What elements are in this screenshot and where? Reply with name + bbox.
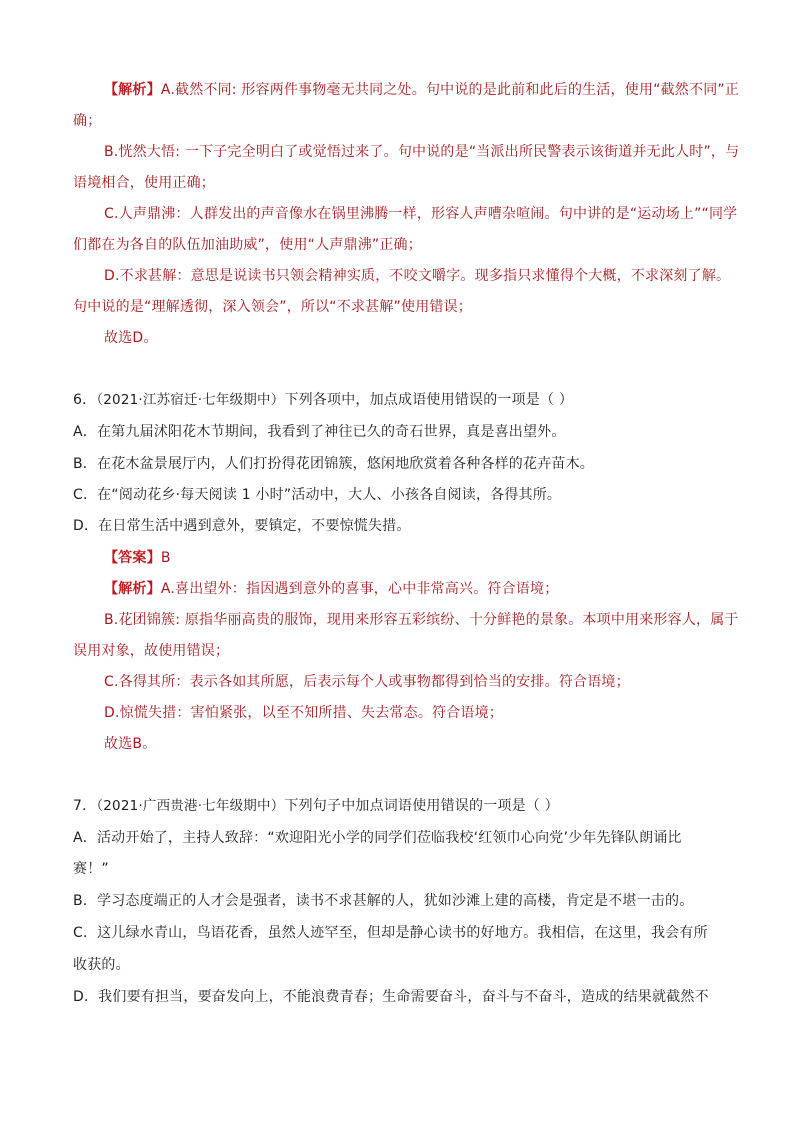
q6-answer <box>104 548 171 568</box>
q6-analysis-line-4: C.各得其所：表示各如其所愿，后表示每个人或事物都得到恰当的安排。符合语境； <box>104 674 630 690</box>
q6-source: （2021·江苏宿迁·七年级期中） <box>96 392 285 408</box>
q5-analysis-line-3: B.恍然大悟: 一下子完全明白了或觉悟过来了。句中说的是“当派出所民警表示该街道并无此人时”，与 <box>104 144 740 160</box>
q6-analysis-line-3: 误用对象，故使用错误； <box>73 643 230 659</box>
q6-option-a: A．在第九届沭阳花木节期间，我看到了神往已久的奇石世界，真是喜出望外。 <box>73 424 566 440</box>
q5-analysis-line-5: C.人声鼎沸：人群发出的声音像水在锅里沸腾一样，形容人声嘈杂喧闹。句中讲的是“运动场上”“同学 <box>104 206 738 222</box>
q5-analysis-line-4: 语境相合，使用正确； <box>73 175 215 191</box>
q6-option-c: C．在“阅动花乡·每天阅读 1 小时”活动中，大人、小孩各自阅读，各得其所。 <box>73 487 562 503</box>
q7-stem: 7．（2021·广西贵港·七年级期中）下列句子中加点词语使用错误的一项是（ ） <box>73 798 559 814</box>
q7-source: （2021·广西贵港·七年级期中） <box>96 798 285 814</box>
q5-analysis-line-2: 确； <box>73 113 102 129</box>
analysis-tag: 【解析】 <box>104 581 161 597</box>
q6-analysis-line-6: 故选B。 <box>104 736 157 752</box>
analysis-tag: 【解析】 <box>104 82 161 98</box>
answer-tag: 【答案】 <box>104 550 161 566</box>
q5-analysis-line-8: 句中说的是“理解透彻，深入领会”，所以“不求甚解”使用错误； <box>73 299 473 315</box>
q5-analysis-line-1: 【解析】A.截然不同: 形容两件事物毫无共同之处。句中说的是此前和此后的生活，使用“截然不同”正 <box>104 82 740 98</box>
q5-analysis-line-6: 们都在为各自的队伍加油助威”，使用“人声鼎沸”正确； <box>73 237 422 253</box>
q6-analysis-line-5: D.惊慌失措：害怕紧张，以至不知所措、失去常态。符合语境； <box>104 705 504 721</box>
q6-analysis-line-2: B.花团锦簇: 原指华丽高贵的服饰，现用来形容五彩缤纷、十分鲜艳的景象。本项中用来形容人，属于 <box>104 612 739 628</box>
answer-value: B <box>160 550 171 566</box>
q7-option-b: B．学习态度端正的人才会是强者，读书不求甚解的人，犹如沙滩上建的高楼，肯定是不堪一击的。 <box>73 893 694 909</box>
q7-option-a-line-1: A．活动开始了，主持人致辞：“欢迎阳光小学的同学们莅临我校‘红领巾心向党’少年先锋队朗诵比 <box>73 830 682 846</box>
q7-option-d-line-1: D．我们要有担当，要奋发向上，不能浪费青春；生命需要奋斗，奋斗与不奋斗，造成的结果就截然不 <box>73 989 709 1005</box>
q6-stem: 6．（2021·江苏宿迁·七年级期中）下列各项中，加点成语使用错误的一项是（ ） <box>73 392 574 408</box>
q5-analysis-line-9: 故选D。 <box>104 330 158 346</box>
q6-analysis-line-1: 【解析】A.喜出望外：指因遇到意外的喜事，心中非常高兴。符合语境； <box>104 581 559 597</box>
q7-option-a-line-2: 赛！” <box>73 861 109 877</box>
q6-option-d: D．在日常生活中遇到意外，要镇定，不要惊慌失措。 <box>73 518 411 534</box>
q7-option-c-line-2: 收获的。 <box>73 957 130 973</box>
q7-option-c-line-1: C．这儿绿水青山，鸟语花香，虽然人迹罕至，但却是静心读书的好地方。我相信，在这里，我会有所 <box>73 925 708 941</box>
q6-option-b: B．在花木盆景展厅内，人们打扮得花团锦簇，悠闲地欣赏着各种各样的花卉苗木。 <box>73 456 595 472</box>
q5-analysis-line-7: D.不求甚解：意思是说读书只领会精神实质，不咬文嚼字。现多指只求懂得个大概，不求深刻了解。 <box>104 268 731 284</box>
